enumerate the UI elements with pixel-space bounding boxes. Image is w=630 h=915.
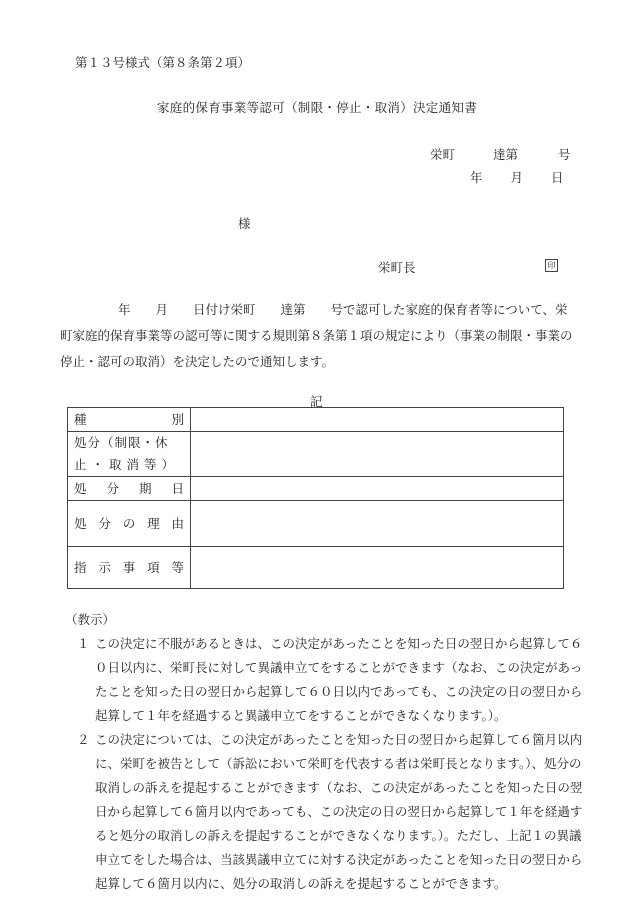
notes-heading: （教示）: [65, 612, 116, 627]
label-char: 理: [147, 515, 160, 531]
table-row: [68, 501, 564, 547]
issue-date: [470, 168, 564, 186]
label-char: 由: [171, 515, 184, 531]
row-label-reason: [68, 501, 191, 547]
list-item: [65, 632, 585, 728]
reference-suffix: 号: [558, 147, 571, 162]
note-text: この決定については、この決定があったことを知った日の翌日から起算して６箇月以内に、栄町を被告として（訴訟において栄町を代表する者は栄町長となります。）、処分の取消しの訴えを提起することができます（なお、この決定があったことを知った日の翌日から起算して６箇月以内であっても、この決定の日の翌日から起算して１年を経過すると処分の取消しの訴えを提起することができなくなります。）。ただし、上記１の異議申立てをした場合は、当該異議申立てに対する決定があったことを知った日の翌日から起算して６箇月以内に、処分の取消しの訴えを提起することができます。: [95, 732, 583, 891]
label-char: 処: [74, 515, 87, 531]
record-table: [67, 407, 564, 589]
date-day: 日: [551, 170, 564, 185]
value-instructions[interactable]: [191, 547, 564, 589]
label-char: 事: [122, 559, 136, 575]
label-char: の: [122, 515, 136, 531]
row-label-type: [68, 408, 191, 432]
reference-dept: 達第: [493, 147, 519, 162]
table-row: [68, 432, 564, 477]
value-date[interactable]: [191, 477, 564, 501]
label-char: 項: [147, 559, 160, 575]
row-label-date: [68, 477, 191, 501]
value-type[interactable]: [191, 408, 564, 432]
reference-town: 栄町: [430, 147, 456, 162]
body-text: [60, 297, 580, 375]
ki-label: 記: [310, 394, 323, 409]
addressee: 様: [238, 216, 251, 231]
label-char: 示: [98, 559, 111, 575]
label-char: 処: [74, 480, 87, 496]
note-number: ２: [77, 732, 90, 747]
document-title: 家庭的保育事業等認可（制限・停止・取消）決定通知書: [157, 100, 478, 115]
row-label-disposition: [68, 432, 191, 477]
issuer-title: 栄町長: [378, 260, 416, 275]
label-char: 指: [74, 559, 87, 575]
table-row: [68, 477, 564, 501]
reference-number: [430, 145, 571, 163]
form-number: 第１３号様式（第８条第２項）: [75, 55, 251, 70]
list-item: [65, 728, 585, 896]
body-rest: 栄町家庭的保育事業等の認可等に関する規則第８条第１項の規定により（事業の制限・事業の停止・認可の取消）を決定したので通知します。: [60, 302, 573, 369]
table-row: [68, 408, 564, 432]
label-line: 処分（制限・休: [74, 435, 169, 450]
label-line: 止・取消等）: [74, 457, 180, 472]
label-char: 分: [106, 480, 119, 496]
row-label-instructions: [68, 547, 191, 589]
note-text: この決定に不服があるときは、この決定があったことを知った日の翌日から起算して６０日以内に、栄町長に対して異議申立てをすることができます（なお、この決定があったことを知った日の翌日から起算して６０日以内であっても、この決定の日の翌日から起算して１年を経過すると異議申立てをすることができなくなります。）。: [95, 636, 583, 723]
label-char: 種: [74, 411, 87, 427]
value-reason[interactable]: [191, 501, 564, 547]
body-date-part: 年 月 日付け栄町 達第 号で認可した家庭的保育者等について、: [118, 302, 556, 317]
note-number: １: [77, 636, 90, 651]
date-month: 月: [510, 170, 524, 185]
notes-list: [65, 632, 585, 896]
value-disposition[interactable]: [191, 432, 564, 477]
label-char: 期: [138, 480, 152, 496]
table-row: [68, 547, 564, 589]
label-char: 等: [171, 559, 184, 575]
seal-mark: 印: [545, 259, 558, 272]
label-char: 日: [171, 480, 184, 496]
label-char: 分: [98, 515, 111, 531]
label-char: 別: [171, 411, 184, 427]
date-year: 年: [470, 170, 483, 185]
